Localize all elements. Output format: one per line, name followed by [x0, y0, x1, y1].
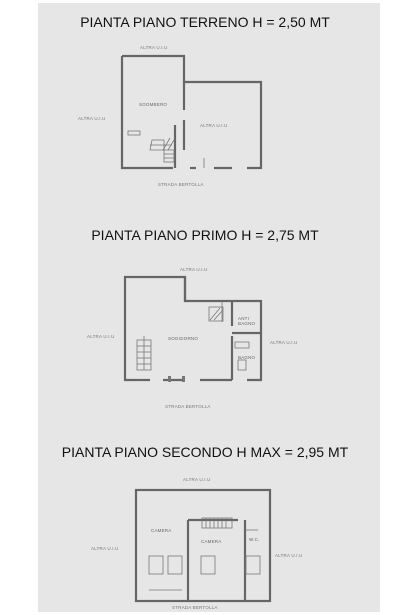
ground-floor-title: PIANTA PIANO TERRENO H = 2,50 MT: [80, 14, 330, 30]
first-bagno-label: BAGNO: [238, 355, 256, 360]
first-floor-title: PIANTA PIANO PRIMO H = 2,75 MT: [91, 227, 319, 243]
first-antibagno-label: ANTI BAGNO: [238, 316, 256, 326]
second-wc-label: W.C.: [249, 537, 260, 542]
second-right-neighbor-label: ALTRA U.I.U: [275, 553, 303, 558]
second-floor-title: PIANTA PIANO SECONDO H MAX = 2,95 MT: [61, 444, 349, 460]
first-left-neighbor-label: ALTRA U.I.U: [87, 334, 115, 339]
ground-street-label: STRADA BERTOLLA: [158, 182, 204, 187]
ground-right-neighbor-label: ALTRA U.I.U: [200, 123, 228, 128]
ground-room-label: SGOMBERO: [139, 102, 168, 107]
second-top-neighbor-label: ALTRA U.I.U: [183, 477, 211, 482]
ground-top-neighbor-label: ALTRA U.I.U: [140, 45, 168, 50]
ground-floor-plan: [122, 56, 261, 168]
first-street-label: STRADA BERTOLLA: [165, 404, 211, 409]
second-left-neighbor-label: ALTRA U.I.U: [91, 546, 119, 551]
second-camera1-label: CAMERA: [151, 528, 172, 533]
first-top-neighbor-label: ALTRA U.I.U: [180, 267, 208, 272]
first-right-neighbor-label: ALTRA U.I.U: [270, 340, 298, 345]
second-camera2-label: CAMERA: [201, 539, 222, 544]
first-living-label: SOGGIORNO: [168, 336, 199, 341]
ground-left-neighbor-label: ALTRA U.I.U: [78, 116, 106, 121]
ground-stair-icon: [150, 138, 174, 162]
second-street-label: STRADA BERTOLLA: [172, 605, 218, 610]
first-floor-plan: [125, 277, 261, 382]
second-floor-plan: [136, 490, 270, 601]
